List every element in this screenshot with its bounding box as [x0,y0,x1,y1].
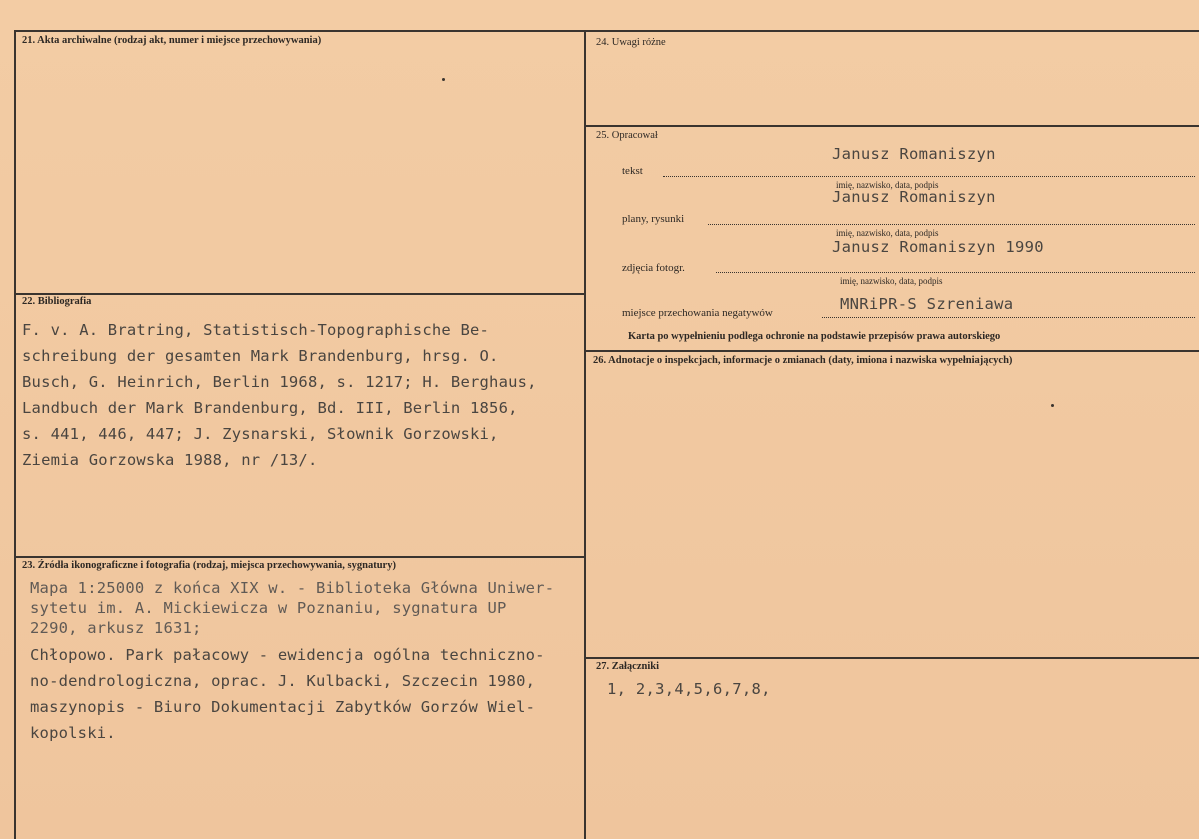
plany-value: Janusz Romaniszyn [832,188,996,206]
iconography-line: Mapa 1:25000 z końca XIX w. - Biblioteka Główna Uniwer- [30,579,555,597]
iconography-text [30,578,585,746]
copyright-note: Karta po wypełnieniu podlega ochronie na podstawie przepisów prawa autorskiego [628,331,1001,342]
bibliography-line: schreibung der gesamten Mark Brandenburg, hrsg. O. [22,347,499,365]
section-21-label: 21. Akta archiwalne (rodzaj akt, numer i miejsce przechowywania) [22,35,322,46]
bibliography-line: s. 441, 446, 447; J. Zysnarski, Słownik Gorzowski, [22,425,499,443]
section-23-rule [15,556,586,558]
tekst-label: tekst [622,165,643,177]
tekst-line [663,176,1195,177]
ink-dot [442,78,445,81]
section-22-rule [15,293,586,295]
section-26-rule [585,350,1199,352]
iconography-line: kopolski. [30,724,116,742]
plany-label: plany, rysunki [622,213,685,225]
bibliography-line: Busch, G. Heinrich, Berlin 1968, s. 1217; H. Berghaus, [22,373,537,391]
section-24-label: 24. Uwagi różne [596,37,666,48]
iconography-line: sytetu im. A. Mickiewicza w Poznaniu, sygnatura UP [30,599,507,617]
bibliography-text [22,317,582,473]
section-25-rule [585,125,1199,127]
bibliography-line: F. v. A. Bratring, Statistisch-Topographische Be- [22,321,490,339]
section-22-label: 22. Bibliografia [22,296,92,307]
bibliography-line: Landbuch der Mark Brandenburg, Bd. III, Berlin 1856, [22,399,518,417]
attachments-value: 1, 2,3,4,5,6,7,8, [607,680,771,698]
iconography-line: no-dendrologiczna, oprac. J. Kulbacki, Szczecin 1980, [30,672,536,690]
zdjecia-label: zdjęcia fotogr. [622,262,685,274]
section-27-label: 27. Załączniki [596,661,660,672]
iconography-line: 2290, arkusz 1631; [30,619,202,637]
iconography-line: Chłopowo. Park pałacowy - ewidencja ogólna techniczno- [30,646,545,664]
tekst-sub-label: imię, nazwisko, data, podpis [836,180,939,190]
left-rule [14,30,16,839]
bibliography-line: Ziemia Gorzowska 1988, nr /13/. [22,451,318,469]
zdjecia-value: Janusz Romaniszyn 1990 [832,238,1044,256]
ink-dot [1051,404,1054,407]
negatywy-value: MNRiPR-S Szreniawa [840,295,1014,313]
plany-line [708,224,1195,225]
tekst-value: Janusz Romaniszyn [832,145,996,163]
top-rule [15,30,1199,32]
zdjecia-line [716,272,1195,273]
negatywy-line [822,317,1195,318]
iconography-line: maszynopis - Biuro Dokumentacji Zabytków Gorzów Wiel- [30,698,536,716]
section-25-label: 25. Opracował [596,130,658,141]
zdjecia-sub-label: imię, nazwisko, data, podpis [840,276,943,286]
plany-sub-label: imię, nazwisko, data, podpis [836,228,939,238]
section-26-label: 26. Adnotacje o inspekcjach, informacje o zmianach (daty, imiona i nazwiska wypełniających) [593,355,1013,366]
section-27-rule [585,657,1199,659]
negatywy-label: miejsce przechowania negatywów [622,307,773,319]
section-23-label: 23. Źródła ikonograficzne i fotografia (rodzaj, miejsca przechowywania, sygnatury) [22,560,396,571]
